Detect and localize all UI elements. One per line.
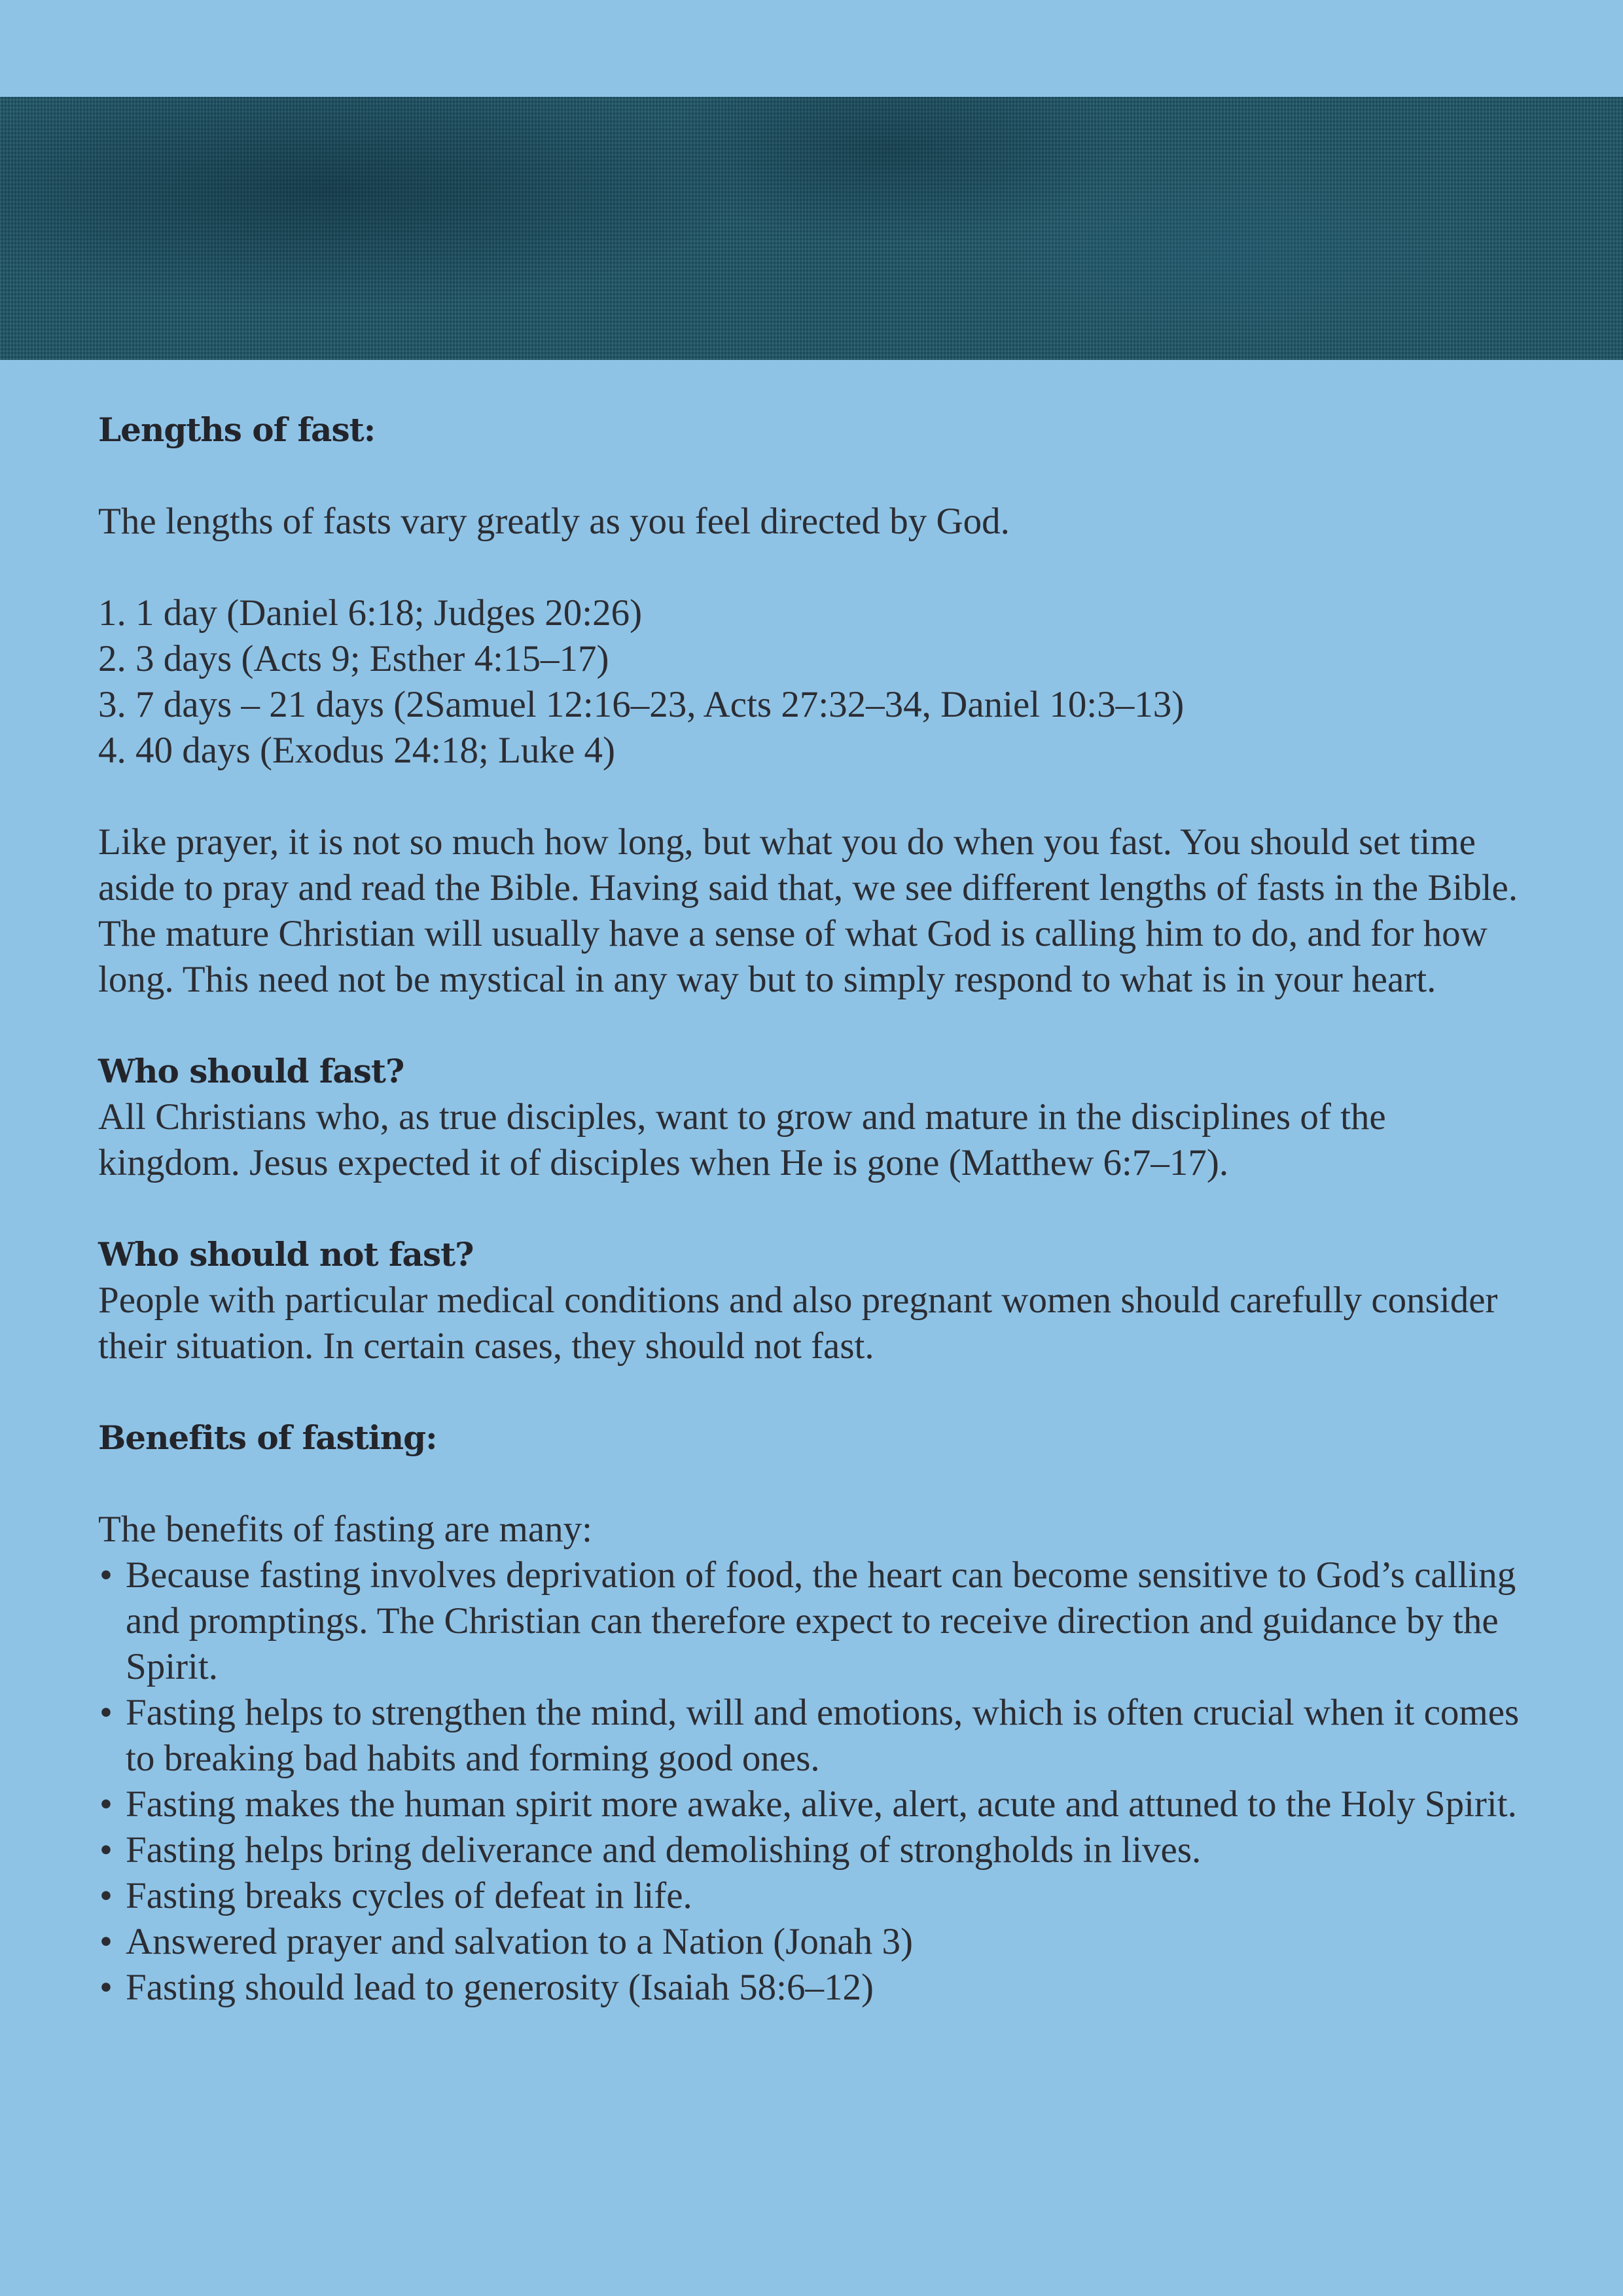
spacer — [98, 1003, 1525, 1049]
list-item-text: Fasting should lead to generosity (Isaiah 58:6–12) — [126, 1967, 874, 2008]
list-item: 1. 1 day (Daniel 6:18; Judges 20:26) — [98, 592, 643, 634]
spacer — [98, 1461, 1525, 1507]
bullet-icon: • — [99, 1829, 113, 1871]
list-item: 3. 7 days – 21 days (2Samuel 12:16–23, Acts 27:32–34, Daniel 10:3–13) — [98, 684, 1185, 725]
list-item: 2. 3 days (Acts 9; Esther 4:15–17) — [98, 638, 609, 679]
list-item — [98, 1873, 1525, 1919]
benefits-list — [98, 1552, 1525, 2011]
lengths-intro: The lengths of fasts vary greatly as you feel directed by God. — [98, 501, 1010, 542]
lengths-list — [98, 590, 1525, 774]
bullet-icon: • — [99, 1692, 113, 1733]
header-banner — [0, 97, 1623, 360]
list-item-text: Fasting helps to strengthen the mind, will and emotions, which is often crucial when it comes to breaking bad habits and forming good ones. — [126, 1692, 1520, 1779]
list-item-text: Answered prayer and salvation to a Nation (Jonah 3) — [126, 1921, 913, 1962]
list-item — [98, 1782, 1525, 1827]
list-item — [98, 1965, 1525, 2011]
bullet-icon: • — [99, 1784, 113, 1825]
who-should-not-heading: Who should not fast? — [98, 1235, 474, 1274]
list-item — [98, 1827, 1525, 1873]
spacer — [98, 545, 1525, 590]
who-should-text: All Christians who, as true disciples, want to grow and mature in the disciplines of the kingdom. Jesus expected it of disciples when He is gone (Matthew 6:7–17). — [98, 1096, 1386, 1183]
spacer — [98, 774, 1525, 819]
benefits-heading: Benefits of fasting: — [98, 1418, 437, 1457]
benefits-intro: The benefits of fasting are many: — [98, 1509, 592, 1550]
list-item — [98, 1919, 1525, 1965]
bullet-icon: • — [99, 1875, 113, 1916]
list-item: 4. 40 days (Exodus 24:18; Luke 4) — [98, 730, 615, 771]
list-item-text: Fasting helps bring deliverance and demolishing of strongholds in lives. — [126, 1829, 1202, 1871]
spacer — [98, 453, 1525, 499]
list-item — [98, 1552, 1525, 1690]
document-body — [98, 407, 1525, 2011]
list-item — [98, 1690, 1525, 1782]
list-item-text: Because fasting involves deprivation of food, the heart can become sensitive to God’s calling and promptings. The Christian can therefore expect to receive direction and guidance by the Spirit. — [126, 1554, 1516, 1687]
lengths-paragraph: Like prayer, it is not so much how long, but what you do when you fast. You should set time aside to pray and read the Bible. Having said that, we see different lengths of fasts in the Bible. The mature Christian will usually have a sense of what God is calling him to do, and for how long. This need not be mystical in any way but to simply respond to what is in your heart. — [98, 821, 1518, 1000]
bullet-icon: • — [99, 1967, 113, 2008]
bullet-icon: • — [99, 1921, 113, 1962]
spacer — [98, 1186, 1525, 1232]
list-item-text: Fasting makes the human spirit more awake, alive, alert, acute and attuned to the Holy Spirit. — [126, 1784, 1517, 1825]
lengths-heading: Lengths of fast: — [98, 410, 376, 449]
list-item-text: Fasting breaks cycles of defeat in life. — [126, 1875, 692, 1916]
who-should-not-text: People with particular medical conditions and also pregnant women should carefully consider their situation. In certain cases, they should not fast. — [98, 1280, 1498, 1367]
spacer — [98, 1369, 1525, 1415]
bullet-icon: • — [99, 1554, 113, 1596]
who-should-heading: Who should fast? — [98, 1052, 404, 1090]
